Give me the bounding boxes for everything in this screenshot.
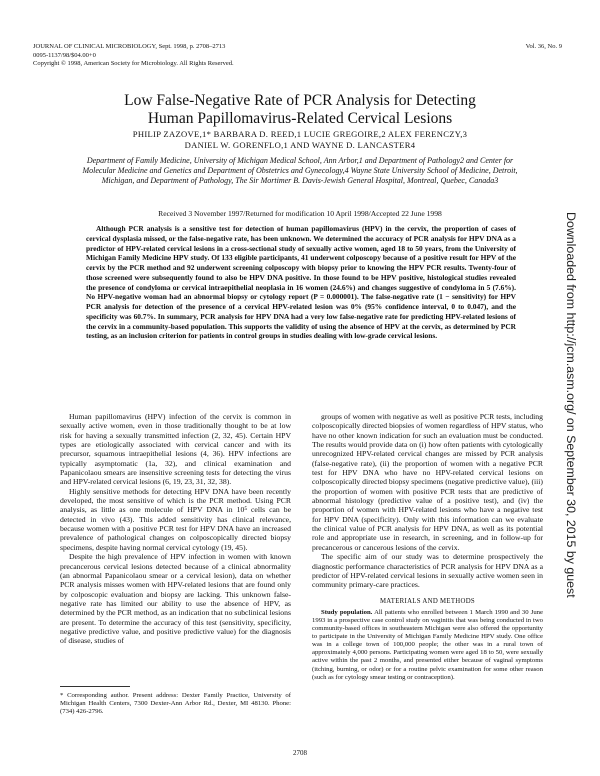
left-column	[60, 412, 291, 646]
section-heading-methods: MATERIALS AND METHODS	[379, 597, 476, 605]
intro-paragraph-4: groups of women with negative as well as positive PCR tests, including colposcopically directed biopsies of women regardless of HPV status, who have no other known indication for such an evaluation must be conducted. The results would provide data on (i) how often patients with cytologically unrecognized HPV-related cervical changes are missed by PCR analysis (false-negative rate), (ii) the proportion of women with a negative PCR test for HPV DNA who have no HPV-related cervical lesions on colposcopically directed biopsy specimens (negative predictive value), (iii) the proportion of women with positive PCR tests that are predictive of abnormal histology (predictive value of a positive test), and (iv) the proportion of women with HPV-related lesions who have a negative test for HPV DNA (specificity). Only with this information can we evaluate the clinical value of PCR analysis for HPV DNA, as well as its potential role and appropriate use in research, in screening, and in follow-up for precancerous or cancerous lesions of the cervix.	[312, 412, 543, 552]
study-population-label: Study population.	[321, 608, 373, 616]
affiliations: Department of Family Medicine, University of Michigan Medical School, Ann Arbor,1 and Department of Pathology2 and Center for Molecular Medicine and Genetics and Department of Obstetrics and Gynecology,4 Wayne State University School of Medicine, Detroit, Michigan, and Department of Pathology, The Sir Mortimer B. Davis-Jewish General Hospital, Montreal, Quebec, Canada3	[82, 156, 518, 186]
intro-paragraph-5: The specific aim of our study was to determine prospectively the diagnostic performance characteristics of PCR analysis for HPV DNA as a predictor of HPV-related cervical lesions in sexually active women seen in community primary-care practices.	[312, 552, 543, 590]
article-title	[60, 92, 540, 128]
journal-citation: JOURNAL OF CLINICAL MICROBIOLOGY, Sept. 1998, p. 2708–2713	[33, 43, 226, 50]
intro-paragraph-2: Highly sensitive methods for detecting HPV DNA have been recently developed, the most sensitive of which is the PCR method. Using PCR analysis, as little as one molecule of HPV DNA in 10⁵ cells can be detected in vivo (43). This added sensitivity has clinical relevance, because women with a positive PCR test for HPV DNA have an increased prevalence of pathological changes on colposcopically directed biopsy specimens, despite having normal cervical cytology (19, 45).	[60, 486, 291, 552]
intro-paragraph-1: Human papillomavirus (HPV) infection of the cervix is common in sexually active women, even in those traditionally thought to be at low risk for having a sexually transmitted infection (2, 32, 45). Certain HPV types are etiologically associated with cervical cancer and with its precursor, squamous intraepithelial lesions (4, 36). HPV infections are typically asymptomatic (1a, 32), and clinical examination and Papanicolaou smears are insensitive screening tests for detecting the virus and HPV-related cervical lesions (6, 19, 23, 31, 32, 38).	[60, 412, 291, 487]
title-line-2: Human Papillomavirus-Related Cervical Lesions	[147, 110, 453, 127]
abstract: Although PCR analysis is a sensitive test for detection of human papillomavirus (HPV) in the cervix, the proportion of cases of cervical dysplasia missed, or the false-negative rate, has been unknown. We determined the accuracy of PCR analysis for HPV DNA as a predictor of HPV-related cervical lesions in a cross-sectional study of sexually active women, aged 18 to 50 years, from the University of Michigan Family Medicine HPV study. Of 133 eligible participants, 41 underwent colposcopy because of a positive result for HPV of the cervix by the PCR method and 92 underwent screening colposcopy with biopsy prior to knowing the HPV PCR results. Twenty-four of those screened were subsequently found to also be HPV DNA positive. In those found to be HPV positive, histological studies revealed the presence of condyloma or cervical intraepithelial neoplasia in 16 women (24.6%) and changes suggestive of condyloma in 5 (7.6%). No HPV-negative woman had an abnormal biopsy or cytology report (P = 0.000001). The false-negative rate (1 − sensitivity) for HPV PCR analysis for detection of the presence of a cervical HPV-related lesion was 0% (95% confidence interval, 0 to 0.047), and the specificity was 60.7%. In summary, PCR analysis for HPV DNA had a very low false-negative rate for predicting HPV-related lesions of the cervix in a community-based population. This supports the validity of using the absence of HPV at the cervix, as determined by PCR testing, as an inclusion criterion for patients in control groups in studies dealing with low-grade cervical lesions.	[86, 224, 516, 341]
intro-paragraph-3: Despite the high prevalence of HPV infection in women with known precancerous cervical lesions detected because of a clinical abnormality (an abnormal Papanicolaou smear or a cervical lesion), data on whether PCR analysis misses women with HPV-related lesions that are found only by colposcopic evaluation and biopsy are lacking. This unknown false-negative rate has limited our ability to use the absence of HPV, as determined by the PCR method, as an indication that no subclinical lesions are present. To determine the accuracy of this test (sensitivity, specificity, negative predictive value, and positive predictive value) for the diagnosis of disease, studies of	[60, 552, 291, 646]
authors-line-1: PHILIP ZAZOVE,1* BARBARA D. REED,1 LUCIE GREGOIRE,2 ALEX FERENCZY,3	[132, 129, 468, 139]
author-list	[60, 129, 540, 151]
title-line-1: Low False-Negative Rate of PCR Analysis for Detecting	[124, 92, 476, 109]
volume-number: Vol. 36, No. 9	[525, 43, 562, 50]
copyright-line: Copyright © 1998, American Society for Microbiology. All Rights Reserved.	[33, 60, 234, 68]
journal-header	[33, 43, 562, 69]
download-watermark: Downloaded from http://jcm.asm.org/ on September 30, 2015 by guest	[564, 212, 578, 598]
study-population-text: All patients who enrolled between 1 March 1990 and 30 June 1993 in a prospective case control study on vaginitis that was being conducted in two community-based offices in southeastern Michigan were also offered the opportunity to participate in the University of Michigan Family Medicine HPV study. One office was in a college town of 100,000 people; the other was in a rural town of approximately 4,000 persons. Participating women were aged 18 to 50, were sexually active within the past 2 months, and presented either because of vaginal symptoms (itching, burning, or odor) or for a routine pelvic examination for some other reason (such as for cytology smear testing or contraception).	[312, 608, 543, 681]
footnote-rule	[60, 686, 130, 687]
journal-issn: 0095-1137/98/$04.00+0	[33, 51, 96, 59]
received-dates: Received 3 November 1997/Returned for modification 10 April 1998/Accepted 22 June 1998	[158, 209, 442, 218]
right-column	[312, 412, 543, 682]
corresponding-author-footnote: * Corresponding author. Present address: Dexter Family Practice, University of Michigan Health Centers, 7300 Dexter-Ann Arbor Rd., Dexter, MI 48130. Phone: (734) 426-2796.	[60, 692, 291, 716]
authors-line-2: DANIEL W. GORENFLO,1 AND WAYNE D. LANCASTER4	[184, 140, 416, 150]
page-number: 2708	[293, 749, 307, 757]
study-population-paragraph	[312, 609, 543, 682]
